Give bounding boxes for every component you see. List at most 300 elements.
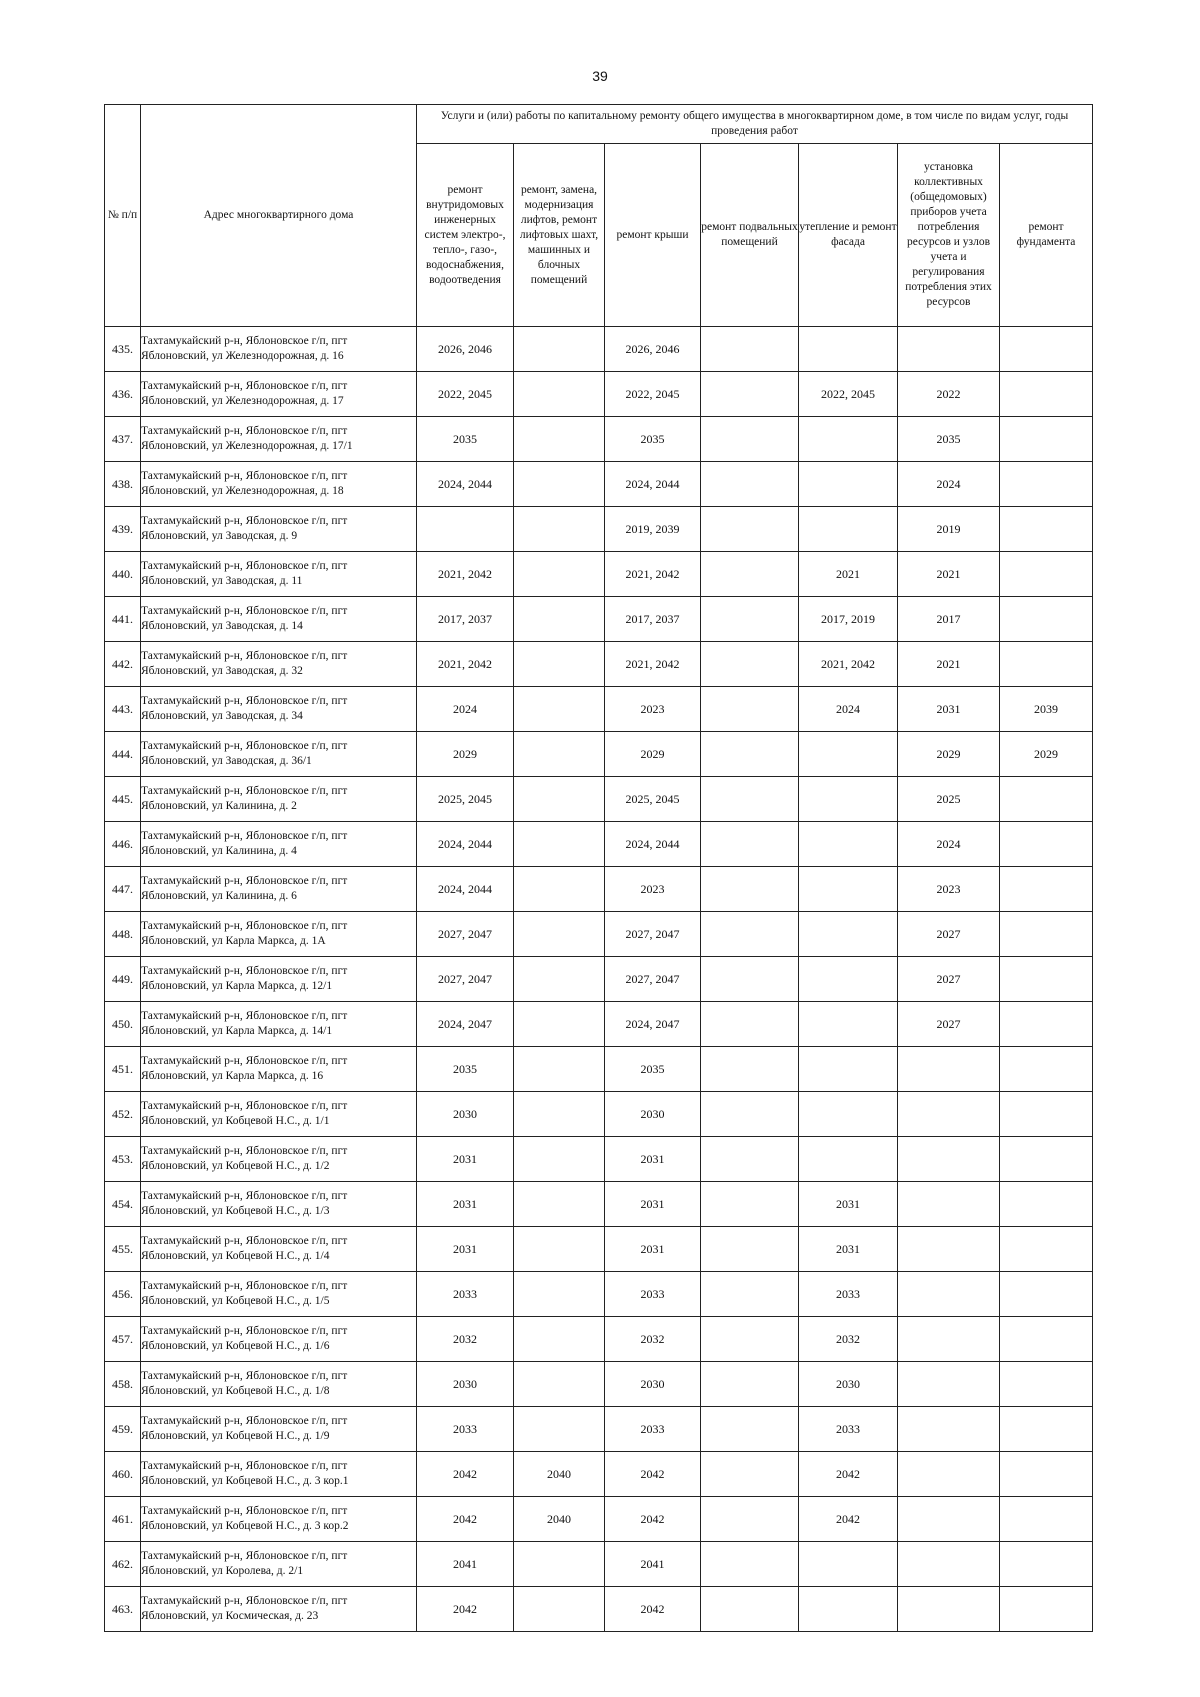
work-year-cell	[701, 777, 799, 822]
work-year-cell	[701, 1047, 799, 1092]
work-year-cell: 2035	[417, 417, 514, 462]
work-year-cell: 2033	[605, 1272, 701, 1317]
row-number: 439.	[105, 507, 141, 552]
row-number: 440.	[105, 552, 141, 597]
work-year-cell	[1000, 1317, 1093, 1362]
table-row	[105, 1092, 1093, 1137]
address-line-2: Яблоновский, ул Кобцевой Н.С., д. 1/5	[141, 1295, 330, 1307]
work-year-cell	[514, 1047, 605, 1092]
work-year-cell: 2039	[1000, 687, 1093, 732]
work-year-cell: 2026, 2046	[605, 327, 701, 372]
work-year-cell	[514, 327, 605, 372]
work-year-cell	[898, 1542, 1000, 1587]
address-line-2: Яблоновский, ул Заводская, д. 32	[141, 665, 303, 677]
address-cell	[141, 1002, 417, 1047]
address-line-2: Яблоновский, ул Кобцевой Н.С., д. 1/9	[141, 1430, 330, 1442]
address-cell	[141, 327, 417, 372]
address-line-2: Яблоновский, ул Королева, д. 2/1	[141, 1565, 304, 1577]
work-year-cell	[799, 732, 898, 777]
table-row	[105, 822, 1093, 867]
row-number: 449.	[105, 957, 141, 1002]
work-year-cell	[701, 642, 799, 687]
address-line-2: Яблоновский, ул Кобцевой Н.С., д. 1/1	[141, 1115, 330, 1127]
address-line-2: Яблоновский, ул Космическая, д. 23	[141, 1610, 319, 1622]
work-year-cell: 2021, 2042	[417, 642, 514, 687]
work-year-cell: 2042	[417, 1452, 514, 1497]
work-year-cell	[701, 1137, 799, 1182]
work-year-cell: 2027	[898, 912, 1000, 957]
work-year-cell: 2030	[417, 1092, 514, 1137]
address-cell	[141, 1407, 417, 1452]
work-year-cell: 2023	[605, 687, 701, 732]
work-year-cell: 2024, 2044	[417, 822, 514, 867]
work-year-cell: 2029	[417, 732, 514, 777]
work-year-cell: 2021, 2042	[605, 552, 701, 597]
address-line-2: Яблоновский, ул Заводская, д. 14	[141, 620, 303, 632]
work-year-cell	[514, 867, 605, 912]
work-year-cell	[514, 642, 605, 687]
work-year-cell	[514, 957, 605, 1002]
work-year-cell	[898, 1587, 1000, 1632]
row-number: 438.	[105, 462, 141, 507]
work-year-cell	[1000, 1362, 1093, 1407]
address-line-2: Яблоновский, ул Кобцевой Н.С., д. 3 кор.2	[141, 1520, 349, 1532]
work-year-cell	[701, 732, 799, 777]
work-year-cell	[799, 867, 898, 912]
address-line-1: Тахтамукайский р-н, Яблоновское г/п, пгт	[141, 830, 348, 842]
row-number: 451.	[105, 1047, 141, 1092]
work-year-cell	[701, 1227, 799, 1272]
work-year-cell	[514, 1272, 605, 1317]
work-year-cell	[701, 822, 799, 867]
work-year-cell: 2024, 2047	[605, 1002, 701, 1047]
work-year-cell: 2025, 2045	[605, 777, 701, 822]
work-year-cell: 2035	[605, 417, 701, 462]
work-year-cell: 2017, 2019	[799, 597, 898, 642]
work-year-cell	[1000, 597, 1093, 642]
table-row	[105, 777, 1093, 822]
address-line-2: Яблоновский, ул Калинина, д. 6	[141, 890, 297, 902]
work-year-cell: 2033	[799, 1407, 898, 1452]
address-cell	[141, 732, 417, 777]
work-year-cell	[701, 1497, 799, 1542]
address-line-2: Яблоновский, ул Железнодорожная, д. 17	[141, 395, 344, 407]
work-year-cell	[701, 1002, 799, 1047]
table-row	[105, 1137, 1093, 1182]
work-year-cell: 2024, 2044	[605, 822, 701, 867]
address-cell	[141, 1542, 417, 1587]
capital-repair-table	[104, 104, 1093, 1632]
work-year-cell	[701, 417, 799, 462]
work-year-cell: 2031	[605, 1227, 701, 1272]
work-year-cell: 2029	[605, 732, 701, 777]
address-line-1: Тахтамукайский р-н, Яблоновское г/п, пгт	[141, 695, 348, 707]
row-number: 442.	[105, 642, 141, 687]
table-row	[105, 687, 1093, 732]
address-cell	[141, 1092, 417, 1137]
work-year-cell	[514, 1317, 605, 1362]
work-year-cell	[701, 327, 799, 372]
work-year-cell: 2031	[799, 1227, 898, 1272]
address-line-2: Яблоновский, ул Карла Маркса, д. 14/1	[141, 1025, 333, 1037]
address-line-2: Яблоновский, ул Кобцевой Н.С., д. 3 кор.1	[141, 1475, 349, 1487]
row-number: 456.	[105, 1272, 141, 1317]
work-year-cell	[701, 1587, 799, 1632]
work-year-cell	[1000, 777, 1093, 822]
work-year-cell	[799, 327, 898, 372]
work-year-cell	[1000, 1407, 1093, 1452]
table-row	[105, 462, 1093, 507]
work-year-cell	[898, 1362, 1000, 1407]
address-cell	[141, 1452, 417, 1497]
work-year-cell	[898, 1272, 1000, 1317]
work-year-cell	[701, 1092, 799, 1137]
work-year-cell: 2032	[417, 1317, 514, 1362]
work-year-cell	[701, 597, 799, 642]
work-year-cell: 2042	[799, 1497, 898, 1542]
address-line-2: Яблоновский, ул Кобцевой Н.С., д. 1/2	[141, 1160, 330, 1172]
work-year-cell: 2017, 2037	[605, 597, 701, 642]
work-year-cell	[701, 1272, 799, 1317]
address-line-1: Тахтамукайский р-н, Яблоновское г/п, пгт	[141, 1235, 348, 1247]
row-number: 444.	[105, 732, 141, 777]
work-year-cell	[799, 1587, 898, 1632]
work-year-cell: 2017	[898, 597, 1000, 642]
work-year-cell	[701, 1542, 799, 1587]
work-year-cell: 2033	[799, 1272, 898, 1317]
work-year-cell	[514, 1407, 605, 1452]
work-year-cell	[514, 1227, 605, 1272]
address-cell	[141, 552, 417, 597]
work-year-cell: 2031	[417, 1137, 514, 1182]
work-year-cell: 2032	[799, 1317, 898, 1362]
address-line-1: Тахтамукайский р-н, Яблоновское г/п, пгт	[141, 920, 348, 932]
row-number: 455.	[105, 1227, 141, 1272]
work-year-cell: 2031	[417, 1227, 514, 1272]
work-year-cell	[1000, 462, 1093, 507]
address-line-1: Тахтамукайский р-н, Яблоновское г/п, пгт	[141, 335, 348, 347]
work-year-cell: 2025	[898, 777, 1000, 822]
work-year-cell	[701, 1452, 799, 1497]
row-number: 437.	[105, 417, 141, 462]
work-year-cell: 2041	[605, 1542, 701, 1587]
work-year-cell	[898, 1497, 1000, 1542]
work-year-cell	[898, 1137, 1000, 1182]
work-year-cell	[514, 912, 605, 957]
work-year-cell	[799, 462, 898, 507]
work-year-cell	[701, 507, 799, 552]
work-year-cell: 2030	[799, 1362, 898, 1407]
work-year-cell	[799, 777, 898, 822]
work-year-cell: 2022	[898, 372, 1000, 417]
work-year-cell	[1000, 507, 1093, 552]
address-cell	[141, 1227, 417, 1272]
work-year-cell	[799, 507, 898, 552]
work-year-cell	[799, 912, 898, 957]
work-year-cell	[417, 507, 514, 552]
header-engineering-systems: ремонт внутридомовых инженерных систем электро-, тепло-, газо-, водоснабжения, водоотведения	[417, 144, 514, 327]
work-year-cell: 2027, 2047	[605, 957, 701, 1002]
work-year-cell	[701, 1407, 799, 1452]
table-row	[105, 552, 1093, 597]
work-year-cell	[1000, 1497, 1093, 1542]
work-year-cell	[898, 1047, 1000, 1092]
table-row	[105, 732, 1093, 777]
address-line-1: Тахтамукайский р-н, Яблоновское г/п, пгт	[141, 515, 348, 527]
work-year-cell: 2031	[417, 1182, 514, 1227]
address-cell	[141, 1497, 417, 1542]
work-year-cell	[1000, 1452, 1093, 1497]
work-year-cell: 2029	[898, 732, 1000, 777]
address-line-2: Яблоновский, ул Кобцевой Н.С., д. 1/6	[141, 1340, 330, 1352]
work-year-cell: 2024, 2044	[605, 462, 701, 507]
work-year-cell	[1000, 1542, 1093, 1587]
header-foundation: ремонт фундамента	[1000, 144, 1093, 327]
table-row	[105, 912, 1093, 957]
table-row	[105, 1272, 1093, 1317]
work-year-cell: 2024	[898, 822, 1000, 867]
work-year-cell	[701, 1362, 799, 1407]
address-line-2: Яблоновский, ул Калинина, д. 4	[141, 845, 297, 857]
work-year-cell: 2021	[898, 642, 1000, 687]
work-year-cell	[799, 1092, 898, 1137]
address-line-1: Тахтамукайский р-н, Яблоновское г/п, пгт	[141, 605, 348, 617]
address-line-1: Тахтамукайский р-н, Яблоновское г/п, пгт	[141, 1415, 348, 1427]
work-year-cell: 2022, 2045	[799, 372, 898, 417]
work-year-cell	[701, 372, 799, 417]
address-line-1: Тахтамукайский р-н, Яблоновское г/п, пгт	[141, 965, 348, 977]
work-year-cell	[1000, 372, 1093, 417]
work-year-cell: 2024, 2044	[417, 462, 514, 507]
header-address: Адрес многоквартирного дома	[141, 105, 417, 327]
work-year-cell: 2031	[605, 1182, 701, 1227]
address-line-1: Тахтамукайский р-н, Яблоновское г/п, пгт	[141, 470, 348, 482]
work-year-cell: 2042	[799, 1452, 898, 1497]
work-year-cell: 2035	[605, 1047, 701, 1092]
work-year-cell: 2029	[1000, 732, 1093, 777]
address-line-2: Яблоновский, ул Железнодорожная, д. 16	[141, 350, 344, 362]
address-line-2: Яблоновский, ул Калинина, д. 2	[141, 800, 297, 812]
address-line-1: Тахтамукайский р-н, Яблоновское г/п, пгт	[141, 1370, 348, 1382]
address-line-2: Яблоновский, ул Карла Маркса, д. 16	[141, 1070, 324, 1082]
work-year-cell	[1000, 867, 1093, 912]
address-line-1: Тахтамукайский р-н, Яблоновское г/п, пгт	[141, 1505, 348, 1517]
header-number: № п/п	[105, 105, 141, 327]
work-year-cell	[799, 1542, 898, 1587]
work-year-cell: 2031	[898, 687, 1000, 732]
address-cell	[141, 372, 417, 417]
work-year-cell: 2019	[898, 507, 1000, 552]
row-number: 445.	[105, 777, 141, 822]
work-year-cell	[514, 1002, 605, 1047]
address-line-1: Тахтамукайский р-н, Яблоновское г/п, пгт	[141, 1550, 348, 1562]
address-line-1: Тахтамукайский р-н, Яблоновское г/п, пгт	[141, 785, 348, 797]
address-line-1: Тахтамукайский р-н, Яблоновское г/п, пгт	[141, 1325, 348, 1337]
address-line-1: Тахтамукайский р-н, Яблоновское г/п, пгт	[141, 425, 348, 437]
header-elevators: ремонт, замена, модернизация лифтов, ремонт лифтовых шахт, машинных и блочных помещений	[514, 144, 605, 327]
work-year-cell	[701, 912, 799, 957]
work-year-cell: 2040	[514, 1497, 605, 1542]
address-cell	[141, 777, 417, 822]
row-number: 454.	[105, 1182, 141, 1227]
header-roof: ремонт крыши	[605, 144, 701, 327]
address-line-2: Яблоновский, ул Заводская, д. 34	[141, 710, 303, 722]
address-cell	[141, 1362, 417, 1407]
row-number: 435.	[105, 327, 141, 372]
work-year-cell: 2023	[605, 867, 701, 912]
address-cell	[141, 912, 417, 957]
work-year-cell: 2035	[417, 1047, 514, 1092]
work-year-cell	[1000, 417, 1093, 462]
work-year-cell: 2030	[605, 1362, 701, 1407]
table-row	[105, 1047, 1093, 1092]
work-year-cell: 2026, 2046	[417, 327, 514, 372]
work-year-cell: 2021, 2042	[417, 552, 514, 597]
work-year-cell	[1000, 552, 1093, 597]
work-year-cell	[514, 372, 605, 417]
work-year-cell	[898, 1452, 1000, 1497]
address-cell	[141, 597, 417, 642]
table-row	[105, 1002, 1093, 1047]
work-year-cell	[1000, 822, 1093, 867]
work-year-cell: 2024, 2044	[417, 867, 514, 912]
address-line-1: Тахтамукайский р-н, Яблоновское г/п, пгт	[141, 1280, 348, 1292]
work-year-cell	[514, 777, 605, 822]
address-cell	[141, 417, 417, 462]
work-year-cell	[1000, 1002, 1093, 1047]
work-year-cell: 2042	[605, 1452, 701, 1497]
address-cell	[141, 507, 417, 552]
address-cell	[141, 1272, 417, 1317]
work-year-cell: 2025, 2045	[417, 777, 514, 822]
work-year-cell: 2023	[898, 867, 1000, 912]
work-year-cell	[514, 687, 605, 732]
table-row	[105, 372, 1093, 417]
work-year-cell: 2042	[417, 1497, 514, 1542]
address-line-2: Яблоновский, ул Заводская, д. 36/1	[141, 755, 312, 767]
work-year-cell	[898, 1227, 1000, 1272]
row-number: 457.	[105, 1317, 141, 1362]
table-row	[105, 1317, 1093, 1362]
work-year-cell	[898, 1317, 1000, 1362]
table-row	[105, 1227, 1093, 1272]
row-number: 461.	[105, 1497, 141, 1542]
row-number: 458.	[105, 1362, 141, 1407]
work-year-cell	[799, 1047, 898, 1092]
work-year-cell: 2024	[799, 687, 898, 732]
address-line-1: Тахтамукайский р-н, Яблоновское г/п, пгт	[141, 1595, 348, 1607]
work-year-cell	[1000, 327, 1093, 372]
address-cell	[141, 822, 417, 867]
table-row	[105, 597, 1093, 642]
work-year-cell: 2021, 2042	[799, 642, 898, 687]
work-year-cell: 2032	[605, 1317, 701, 1362]
header-facade: утепление и ремонт фасада	[799, 144, 898, 327]
work-year-cell	[514, 462, 605, 507]
work-year-cell	[701, 1317, 799, 1362]
row-number: 463.	[105, 1587, 141, 1632]
work-year-cell	[898, 1182, 1000, 1227]
work-year-cell	[514, 1092, 605, 1137]
row-number: 453.	[105, 1137, 141, 1182]
work-year-cell: 2021, 2042	[605, 642, 701, 687]
work-year-cell: 2027, 2047	[417, 957, 514, 1002]
work-year-cell	[799, 417, 898, 462]
address-line-2: Яблоновский, ул Заводская, д. 11	[141, 575, 303, 587]
work-year-cell	[1000, 1182, 1093, 1227]
work-year-cell	[1000, 957, 1093, 1002]
work-year-cell	[1000, 1227, 1093, 1272]
work-year-cell: 2027	[898, 1002, 1000, 1047]
row-number: 436.	[105, 372, 141, 417]
header-work-group: Услуги и (или) работы по капитальному ремонту общего имущества в многоквартирном доме, в том числе по видам услуг, годы проведения работ	[417, 105, 1093, 144]
address-line-1: Тахтамукайский р-н, Яблоновское г/п, пгт	[141, 1055, 348, 1067]
work-year-cell: 2040	[514, 1452, 605, 1497]
address-cell	[141, 642, 417, 687]
table-row	[105, 957, 1093, 1002]
work-year-cell	[514, 1587, 605, 1632]
row-number: 448.	[105, 912, 141, 957]
address-line-2: Яблоновский, ул Железнодорожная, д. 17/1	[141, 440, 353, 452]
work-year-cell	[701, 867, 799, 912]
table-row	[105, 867, 1093, 912]
table-row	[105, 1407, 1093, 1452]
work-year-cell	[514, 417, 605, 462]
work-year-cell	[701, 1182, 799, 1227]
work-year-cell	[701, 462, 799, 507]
address-line-1: Тахтамукайский р-н, Яблоновское г/п, пгт	[141, 1190, 348, 1202]
address-line-1: Тахтамукайский р-н, Яблоновское г/п, пгт	[141, 380, 348, 392]
address-line-1: Тахтамукайский р-н, Яблоновское г/п, пгт	[141, 875, 348, 887]
work-year-cell: 2022, 2045	[605, 372, 701, 417]
address-line-2: Яблоновский, ул Железнодорожная, д. 18	[141, 485, 344, 497]
work-year-cell	[514, 732, 605, 777]
work-year-cell	[1000, 1272, 1093, 1317]
work-year-cell	[701, 552, 799, 597]
row-number: 441.	[105, 597, 141, 642]
work-year-cell: 2017, 2037	[417, 597, 514, 642]
work-year-cell	[514, 507, 605, 552]
work-year-cell: 2024, 2047	[417, 1002, 514, 1047]
page-number: 39	[592, 68, 608, 84]
table-row	[105, 1182, 1093, 1227]
address-cell	[141, 957, 417, 1002]
work-year-cell	[1000, 1092, 1093, 1137]
work-year-cell	[799, 822, 898, 867]
work-year-cell: 2027, 2047	[417, 912, 514, 957]
work-year-cell: 2033	[605, 1407, 701, 1452]
work-year-cell	[799, 1137, 898, 1182]
address-line-2: Яблоновский, ул Карла Маркса, д. 12/1	[141, 980, 333, 992]
address-line-2: Яблоновский, ул Заводская, д. 9	[141, 530, 298, 542]
work-year-cell	[898, 327, 1000, 372]
work-year-cell	[1000, 642, 1093, 687]
work-year-cell: 2027	[898, 957, 1000, 1002]
work-year-cell: 2027, 2047	[605, 912, 701, 957]
table-row	[105, 1587, 1093, 1632]
work-year-cell: 2021	[898, 552, 1000, 597]
row-number: 452.	[105, 1092, 141, 1137]
work-year-cell	[514, 1362, 605, 1407]
address-cell	[141, 462, 417, 507]
address-line-2: Яблоновский, ул Кобцевой Н.С., д. 1/3	[141, 1205, 330, 1217]
table-row	[105, 1497, 1093, 1542]
work-year-cell	[514, 1182, 605, 1227]
work-year-cell: 2042	[605, 1497, 701, 1542]
row-number: 460.	[105, 1452, 141, 1497]
table-row	[105, 1452, 1093, 1497]
table-row	[105, 1542, 1093, 1587]
